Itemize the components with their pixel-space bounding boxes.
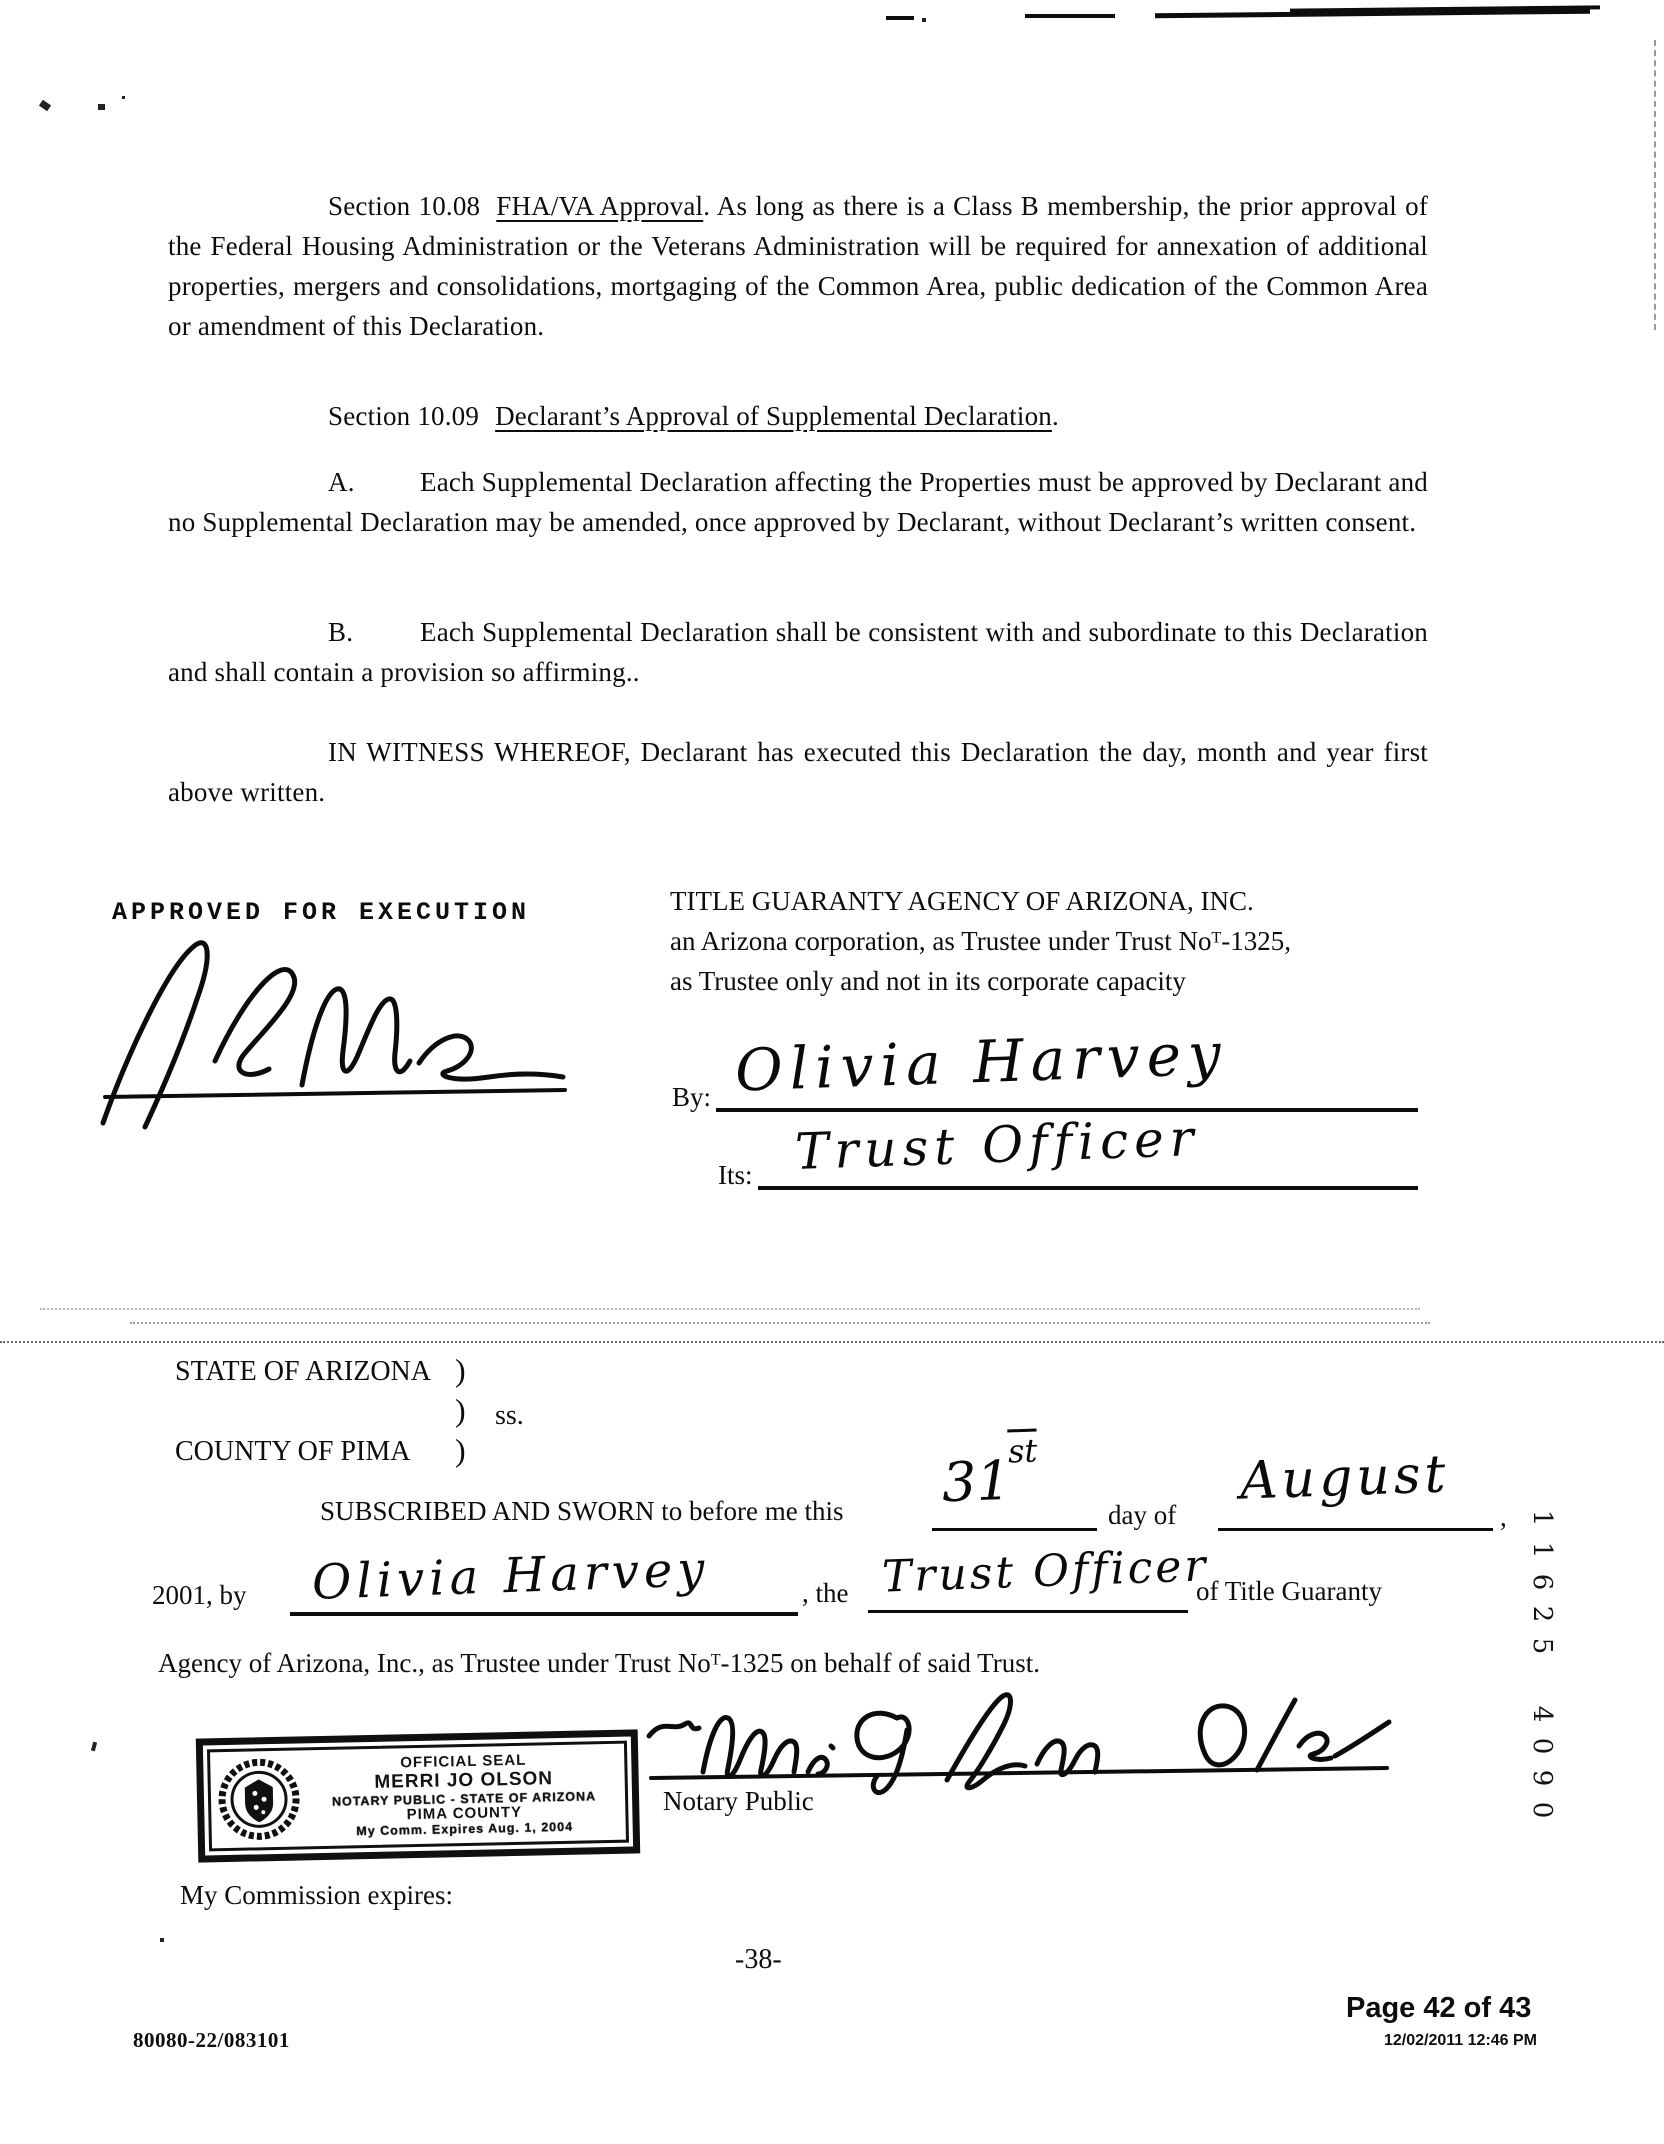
scan-speck: [160, 1938, 164, 1942]
paragraph-b-label: B.: [328, 617, 354, 647]
paragraph-a: [168, 462, 1428, 542]
commission-expires-label: My Commission expires:: [180, 1880, 454, 1910]
scan-speck: [922, 18, 926, 22]
margin-recording-number-2: 4 0 9 0: [1527, 1705, 1557, 1819]
seal-line-4: PIMA COUNTY: [406, 1803, 523, 1823]
trust-behalf-line: Agency of Arizona, Inc., as Trustee under Trust Noᵀ-1325 on behalf of said Trust.: [158, 1648, 1040, 1678]
page-indicator: Page 42 of 43: [1346, 1992, 1532, 2024]
venue-paren-3: ): [455, 1432, 466, 1468]
venue-paren-1: ): [455, 1352, 466, 1388]
section-10-09-label: Section 10.09: [328, 401, 480, 431]
section-10-08-body: . As long as there is a Class B membership, the prior approval of the Federal Housing Administration or the Veterans Administration will be required for annexation of additional properties, mergers and consolidations, mortgaging of the Common Area, public dedication of the Common Area or amendment of this Declaration.: [168, 191, 1429, 341]
scan-artifact-line: [1025, 14, 1115, 18]
by-signature-handwritten: Olivia Harvey: [733, 1019, 1229, 1105]
seal-line-3: NOTARY PUBLIC - STATE OF ARIZONA: [331, 1788, 597, 1809]
margin-recording-number-1: 1 1 6 2 5: [1527, 1509, 1557, 1655]
seal-line-2: MERRI JO OLSON: [374, 1768, 554, 1794]
scan-speck: [98, 104, 105, 110]
paragraph-a-text: Each Supplemental Declaration affecting the Properties must be approved by Declarant and no Supplemental Declaration may be amended, once approved by Declarant, without Declarant’s written consent.: [168, 467, 1428, 537]
company-line3: as Trustee only and not in its corporate capacity: [670, 966, 1186, 996]
seal-line-1: OFFICIAL SEAL: [400, 1751, 527, 1771]
paragraph-a-label: A.: [328, 467, 355, 497]
company-line2: an Arizona corporation, as Trustee under Trust Noᵀ-1325,: [670, 926, 1291, 956]
scan-speck: [122, 96, 125, 99]
venue-ss: ss.: [495, 1400, 524, 1431]
name-fill-line: [290, 1612, 798, 1616]
sworn-statement: SUBSCRIBED AND SWORN to before me this: [320, 1496, 844, 1526]
scan-speck: [91, 1742, 97, 1752]
scan-dotted-line: [40, 1308, 1420, 1310]
name-handwritten: Olivia Harvey: [311, 1541, 711, 1611]
seal-emblem-icon: [216, 1756, 302, 1842]
month-fill-line: [1218, 1528, 1493, 1531]
day-fill-line: [932, 1528, 1097, 1531]
scan-speck: [39, 100, 51, 111]
company-name: TITLE GUARANTY AGENCY OF ARIZONA, INC.: [670, 886, 1254, 916]
section-10-09-heading: Section 10.09 Declarant’s Approval of Supplemental Declaration.: [328, 401, 1059, 431]
paragraph-b-text: Each Supplemental Declaration shall be consistent with and subordinate to this Declaration and shall contain a provision so affirming..: [168, 617, 1428, 687]
day-number-handwritten: 31: [940, 1448, 1012, 1515]
by-signature-line: [716, 1108, 1418, 1112]
day-suffix-handwritten: $\overline{st}$: [1007, 1431, 1038, 1471]
page-number: -38-: [735, 1944, 782, 1975]
scan-dotted-line: [0, 1341, 1664, 1343]
section-10-08-title: FHA/VA Approval: [496, 191, 704, 221]
notary-signature: [645, 1688, 1395, 1788]
venue-state: STATE OF ARIZONA: [175, 1356, 431, 1387]
its-label: Its:: [718, 1160, 753, 1190]
notary-seal-stamp: [196, 1729, 640, 1862]
paragraph-b: [168, 612, 1428, 692]
its-title-handwritten: Trust Officer: [794, 1108, 1201, 1182]
approved-for-execution-label: APPROVED FOR EXECUTION: [112, 898, 531, 927]
seal-line-5: My Comm. Expires Aug. 1, 2004: [356, 1820, 574, 1839]
section-10-09-title: Declarant’s Approval of Supplemental Declaration: [495, 401, 1053, 431]
scan-timestamp: 12/02/2011 12:46 PM: [1384, 2032, 1538, 2049]
month-handwritten: August: [1239, 1444, 1451, 1512]
day-of-label: day of: [1108, 1500, 1177, 1530]
document-code: 80080-22/083101: [133, 2028, 290, 2052]
of-title-guaranty-label: of Title Guaranty: [1196, 1576, 1382, 1606]
section-10-08-label: Section 10.08: [328, 191, 481, 221]
scan-edge-artifact: [1654, 40, 1656, 330]
by-label: By:: [672, 1082, 712, 1112]
venue-paren-2: ): [455, 1392, 466, 1428]
notary-public-label: Notary Public: [663, 1786, 814, 1816]
comma: ,: [1500, 1502, 1507, 1532]
its-title-line: [758, 1186, 1418, 1190]
scan-artifact-line: [886, 16, 914, 20]
year-by-label: 2001, by: [152, 1580, 247, 1610]
title-fill-line: [868, 1610, 1188, 1613]
witness-clause: IN WITNESS WHEREOF, Declarant has executed this Declaration the day, month and year first above written.: [168, 737, 1428, 807]
title-handwritten: Trust Officer: [881, 1540, 1210, 1603]
venue-county: COUNTY OF PIMA: [175, 1436, 411, 1467]
section-10-08-paragraph: [168, 186, 1428, 346]
the-label: , the: [802, 1578, 849, 1608]
scan-dotted-line: [130, 1322, 1430, 1324]
approval-signature: [95, 935, 575, 1130]
